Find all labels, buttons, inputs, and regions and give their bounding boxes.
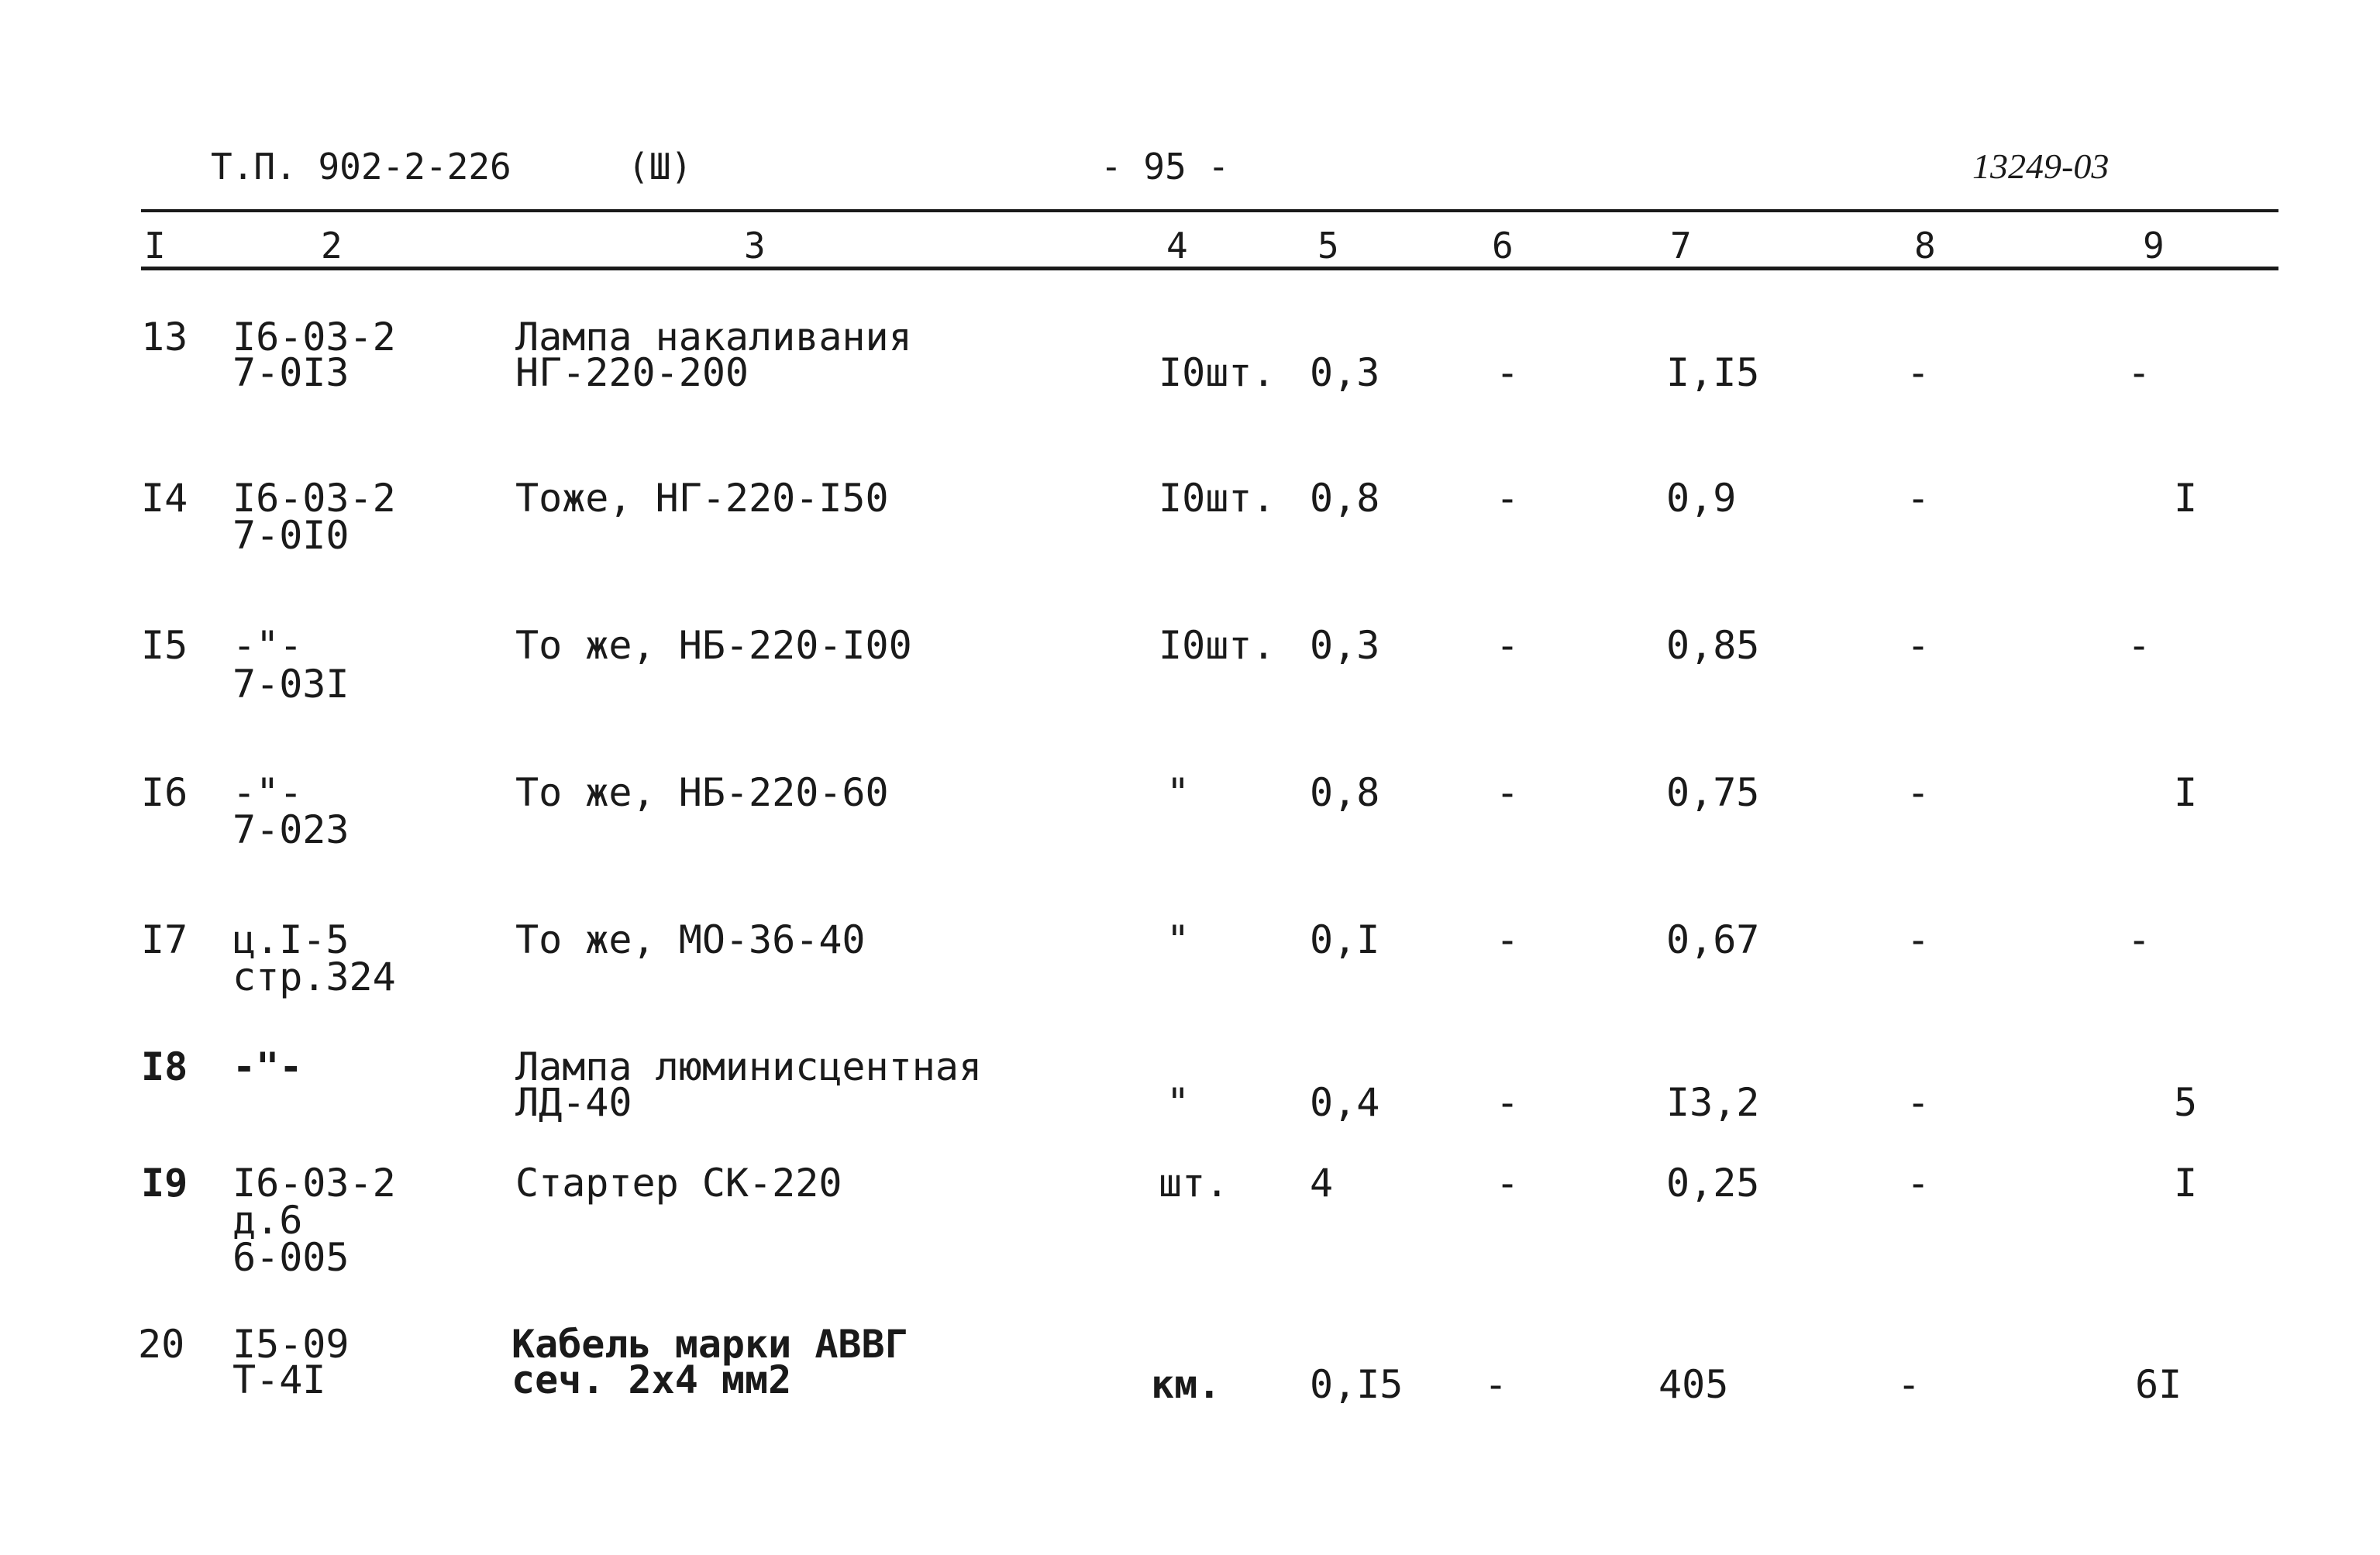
col9-value: 5: [2174, 1080, 2198, 1125]
column-number: 8: [1914, 225, 1936, 267]
row-number: I4: [141, 476, 188, 521]
col6-value: -: [1496, 917, 1520, 962]
item-code: I6-03-2: [232, 476, 396, 521]
document-code: 13249-03: [1972, 146, 2110, 186]
col7-value: 405: [1658, 1362, 1729, 1407]
item-name: То же, НБ-220-I00: [515, 623, 912, 668]
col6-value: -: [1496, 770, 1520, 815]
item-code: I6-03-2: [232, 315, 396, 360]
col5-value: 0,8: [1310, 476, 1380, 521]
col8-value: -: [1906, 1161, 1931, 1206]
item-code: 7-0I3: [232, 350, 350, 395]
item-code: 7-023: [232, 807, 350, 852]
column-number: I: [144, 225, 166, 267]
page-number: - 95 -: [1100, 146, 1230, 187]
col8-value: -: [1906, 770, 1931, 815]
item-code: 7-0I0: [232, 513, 350, 558]
row-number: I5: [141, 623, 188, 668]
item-code: -"-: [232, 770, 303, 815]
row-number: 13: [141, 315, 188, 360]
item-name: Лампа накаливания: [515, 315, 912, 360]
col6-value: -: [1484, 1362, 1508, 1407]
col8-value: -: [1897, 1362, 1921, 1407]
col9-value: 6I: [2135, 1362, 2182, 1407]
item-code: I6-03-2: [232, 1161, 396, 1206]
col9-value: I: [2174, 476, 2198, 521]
col9-value: -: [2127, 623, 2151, 668]
item-name: Лампа люминисцентная: [515, 1044, 983, 1089]
col5-value: 0,I: [1310, 917, 1380, 962]
item-code: I5-09: [232, 1322, 350, 1367]
col6-value: -: [1496, 350, 1520, 395]
document-reference: Т.П. 902-2-226: [211, 146, 511, 187]
col9-value: I: [2174, 770, 2198, 815]
item-name: То же, НБ-220-60: [515, 770, 889, 815]
item-code: 6-005: [232, 1235, 350, 1280]
col6-value: -: [1496, 1080, 1520, 1125]
col9-value: I: [2174, 1161, 2198, 1206]
row-number: I8: [141, 1044, 188, 1089]
col5-value: 0,8: [1310, 770, 1380, 815]
column-number: 6: [1492, 225, 1514, 267]
col7-value: 0,75: [1666, 770, 1760, 815]
header-top-rule: [141, 209, 2278, 212]
item-name: НГ-220-200: [515, 350, 749, 395]
col8-value: -: [1906, 917, 1931, 962]
col7-value: 0,85: [1666, 623, 1760, 668]
col7-value: 0,67: [1666, 917, 1760, 962]
col5-value: 4: [1310, 1161, 1334, 1206]
item-name: Стартер СК-220: [515, 1161, 842, 1206]
item-code: стр.324: [232, 955, 396, 999]
item-unit: ": [1166, 1080, 1190, 1125]
item-unit: I0шт.: [1159, 476, 1276, 521]
col8-value: -: [1906, 350, 1931, 395]
col8-value: -: [1906, 476, 1931, 521]
item-unit: ": [1166, 917, 1190, 962]
col8-value: -: [1906, 1080, 1931, 1125]
column-number: 5: [1317, 225, 1339, 267]
col5-value: 0,3: [1310, 623, 1380, 668]
column-number: 2: [321, 225, 343, 267]
item-code: -"-: [232, 1044, 303, 1089]
col6-value: -: [1496, 623, 1520, 668]
row-number: I6: [141, 770, 188, 815]
item-name: Кабель марки АВВГ: [511, 1322, 908, 1367]
item-name: ЛД-40: [515, 1080, 632, 1125]
header-bottom-rule: [141, 267, 2278, 270]
item-code: д.6: [232, 1198, 303, 1243]
item-code: ц.I-5: [232, 917, 350, 962]
col9-value: -: [2127, 350, 2151, 395]
col7-value: I,I5: [1666, 350, 1760, 395]
col6-value: -: [1496, 476, 1520, 521]
item-name: То же, МО-36-40: [515, 917, 866, 962]
col5-value: 0,3: [1310, 350, 1380, 395]
document-part: (Ш): [628, 146, 693, 187]
item-code: -"-: [232, 623, 303, 668]
item-unit: I0шт.: [1159, 350, 1276, 395]
col6-value: -: [1496, 1161, 1520, 1206]
item-name: сеч. 2х4 мм2: [511, 1357, 792, 1402]
item-code: Т-4I: [232, 1357, 326, 1402]
row-number: I9: [141, 1161, 188, 1206]
item-name: Тоже, НГ-220-I50: [515, 476, 889, 521]
item-unit: ": [1166, 770, 1190, 815]
col5-value: 0,4: [1310, 1080, 1380, 1125]
column-number: 7: [1670, 225, 1692, 267]
col8-value: -: [1906, 623, 1931, 668]
item-unit: км.: [1151, 1362, 1221, 1407]
col7-value: 0,25: [1666, 1161, 1760, 1206]
item-unit: I0шт.: [1159, 623, 1276, 668]
row-number: 20: [138, 1322, 185, 1367]
column-number: 9: [2143, 225, 2165, 267]
item-unit: шт.: [1159, 1161, 1229, 1206]
col7-value: I3,2: [1666, 1080, 1760, 1125]
col9-value: -: [2127, 917, 2151, 962]
col7-value: 0,9: [1666, 476, 1737, 521]
column-number: 3: [744, 225, 766, 267]
col5-value: 0,I5: [1310, 1362, 1404, 1407]
item-code: 7-03I: [232, 662, 350, 707]
row-number: I7: [141, 917, 188, 962]
column-number: 4: [1166, 225, 1188, 267]
